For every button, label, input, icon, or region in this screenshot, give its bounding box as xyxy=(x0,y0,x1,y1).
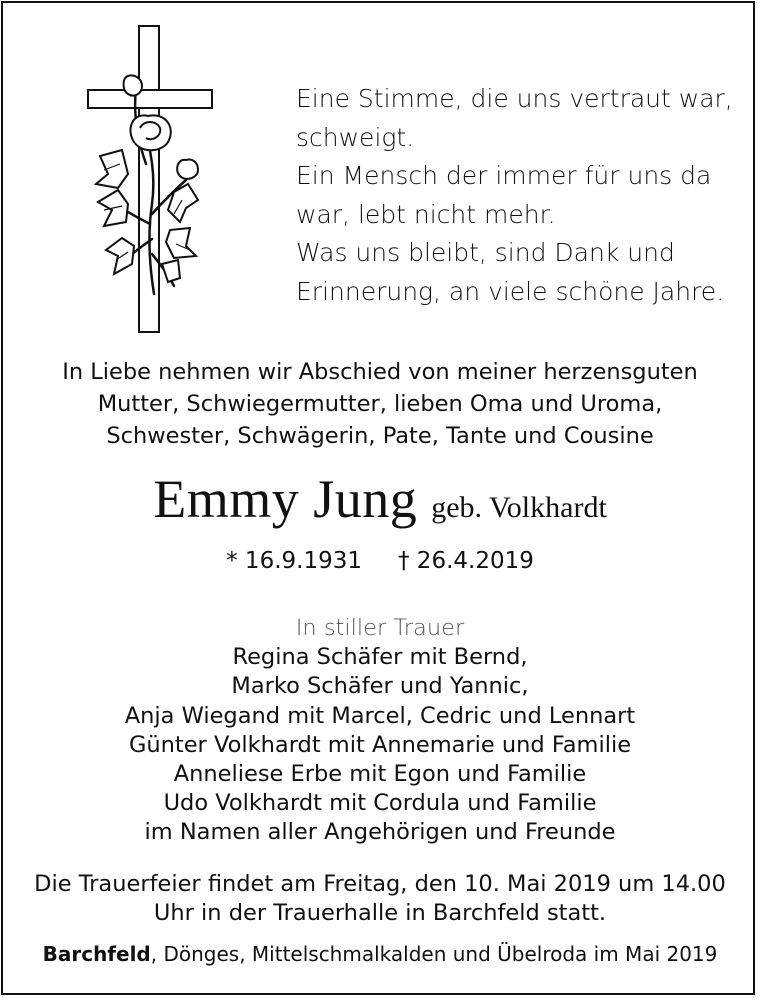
poem-line: Ein Mensch der immer für uns da xyxy=(296,161,712,190)
place-and-date xyxy=(0,942,760,966)
poem-line: Was uns bleibt, sind Dank und xyxy=(296,238,675,267)
funeral-service-info xyxy=(0,870,760,928)
mourner-line: im Namen aller Angehörigen und Freunde xyxy=(144,819,616,846)
mourner-line: Anja Wiegand mit Marcel, Cedric und Lennart xyxy=(124,702,636,729)
intro-line: In Liebe nehmen wir Abschied von meiner herzensguten xyxy=(62,359,698,385)
poem-line: schweigt. xyxy=(296,122,415,152)
cross-with-rose-icon xyxy=(82,24,222,336)
deceased-name: Emmy Jung xyxy=(153,469,418,529)
deceased-name-block xyxy=(0,468,760,530)
farewell-intro xyxy=(0,356,760,452)
mourners-list xyxy=(0,614,760,848)
death-date: † 26.4.2019 xyxy=(398,548,534,574)
intro-line: Schwester, Schwägerin, Pate, Tante und Cousine xyxy=(106,423,654,449)
service-line: Die Trauerfeier findet am Freitag, den 10. Mai 2019 um 14.00 xyxy=(34,871,726,897)
mourner-line: Regina Schäfer mit Bernd, xyxy=(232,644,528,671)
maiden-name: geb. Volkhardt xyxy=(431,491,607,524)
poem-line: Erinnerung, an viele schöne Jahre. xyxy=(296,276,725,306)
mourner-line: Günter Volkhardt mit Annemarie und Familie xyxy=(128,731,632,758)
service-line: Uhr in der Trauerhalle in Barchfeld statt. xyxy=(153,900,607,926)
intro-line: Mutter, Schwiegermutter, lieben Oma und Uroma, xyxy=(97,391,663,417)
place-rest: , Dönges, Mittelschmalkalden und Übelroda im Mai 2019 xyxy=(150,942,718,966)
life-dates xyxy=(0,548,760,574)
birth-date: * 16.9.1931 xyxy=(226,548,362,574)
poem xyxy=(296,80,736,311)
poem-line: Eine Stimme, die uns vertraut war, xyxy=(296,84,733,113)
mourning-lead: In stiller Trauer xyxy=(295,615,465,641)
mourner-line: Marko Schäfer und Yannic, xyxy=(231,673,529,700)
poem-line: war, lebt nicht mehr. xyxy=(296,199,556,229)
mourner-line: Udo Volkhardt mit Cordula und Familie xyxy=(163,790,597,817)
mourner-line: Anneliese Erbe mit Egon und Familie xyxy=(173,761,587,788)
town-name: Barchfeld xyxy=(42,942,151,966)
